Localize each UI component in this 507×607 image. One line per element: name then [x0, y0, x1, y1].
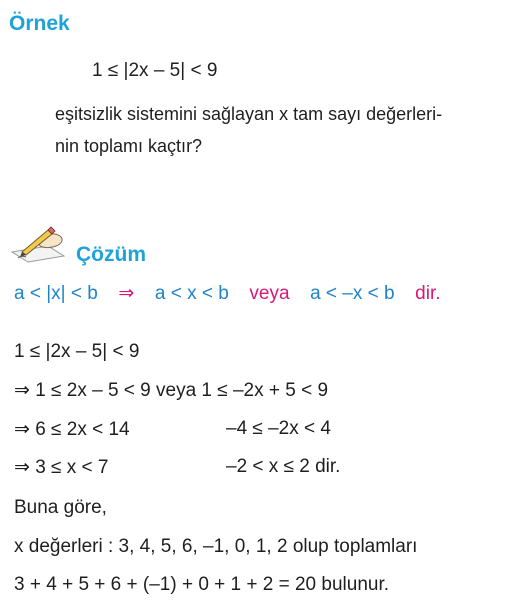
- step-right: –4 ≤ –2x < 4: [226, 418, 331, 439]
- absolute-value-rule: [14, 282, 441, 305]
- rule-part-3: a < –x < b: [310, 283, 395, 304]
- example-inequality: 1 ≤ |2x – 5| < 9: [92, 60, 218, 81]
- buna-gore-text: Buna göre,: [14, 497, 107, 518]
- rule-part-2: a < x < b: [154, 283, 229, 304]
- step-right: –2 < x ≤ 2 dir.: [226, 456, 341, 477]
- example-question-line-2: nin toplamı kaçtır?: [55, 136, 203, 156]
- solution-step: [14, 379, 328, 402]
- pencil-writing-icon: [8, 222, 68, 264]
- step-left: ⇒ 3 ≤ x < 7: [14, 457, 109, 478]
- rule-veya: veya: [249, 283, 290, 304]
- step-left: ⇒ 1 ≤ 2x – 5 < 9 veya 1 ≤ –2x + 5 < 9: [14, 380, 329, 401]
- solution-step: [14, 456, 484, 479]
- example-question-line-1: eşitsizlik sistemini sağlayan x tam sayı değerleri-: [55, 104, 443, 124]
- solution-title: Çözüm: [76, 243, 146, 266]
- solution-step: [14, 418, 484, 441]
- rule-arrow: ⇒: [118, 283, 135, 304]
- values-line: x değerleri : 3, 4, 5, 6, –1, 0, 1, 2 olup toplamları: [14, 536, 418, 557]
- step-left: ⇒ 6 ≤ 2x < 14: [14, 419, 130, 440]
- rule-dir: dir.: [415, 283, 441, 304]
- sum-line: 3 + 4 + 5 + 6 + (–1) + 0 + 1 + 2 = 20 bulunur.: [14, 574, 390, 595]
- solution-step: [14, 341, 139, 363]
- example-title: Örnek: [9, 12, 70, 35]
- step-left: 1 ≤ |2x – 5| < 9: [14, 341, 140, 362]
- rule-part-1: a < |x| < b: [14, 283, 98, 304]
